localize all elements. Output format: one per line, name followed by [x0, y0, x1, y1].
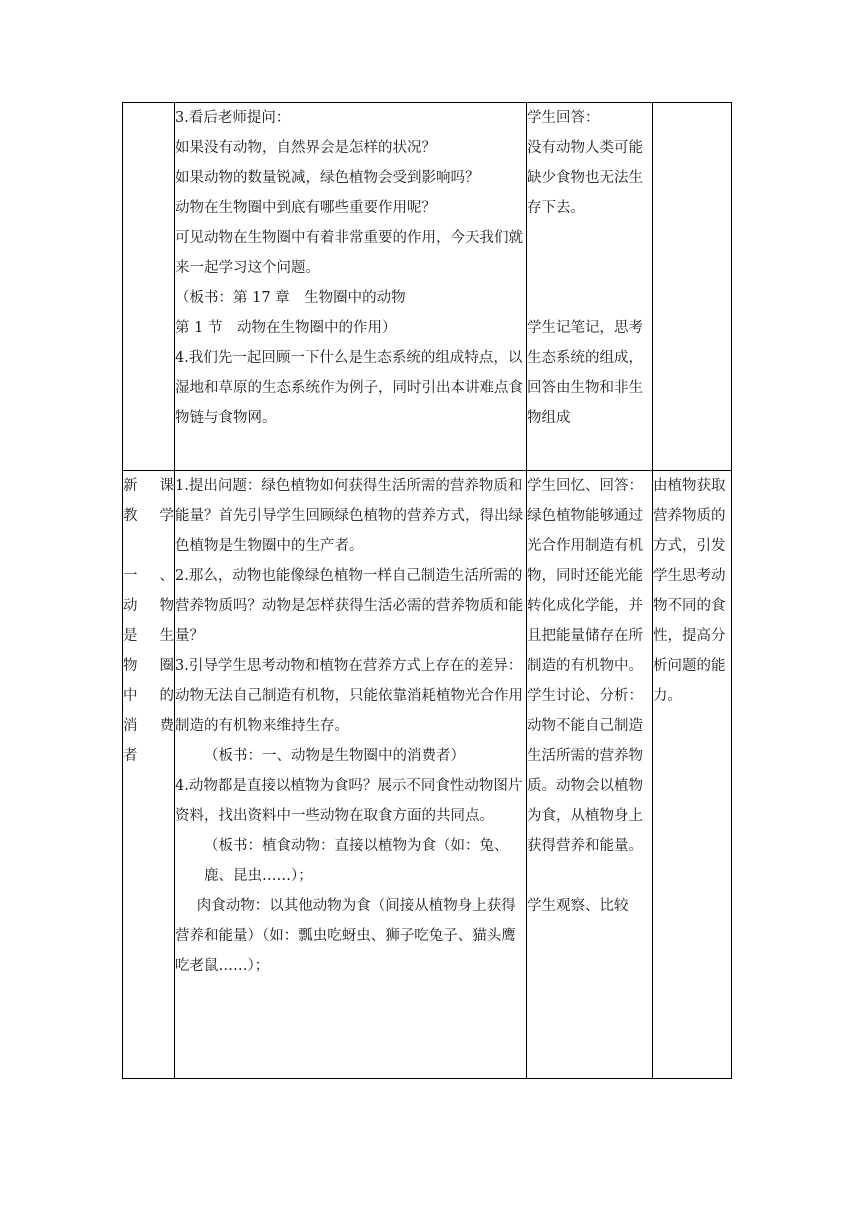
teacher-activity-cell [175, 103, 527, 471]
design-intent-cell [653, 103, 732, 471]
section-label: 一 、 [123, 568, 174, 584]
lesson-plan-table [122, 102, 732, 1079]
paragraph: 由植物获取营养物质的方式，引发学生思考动物不同的食性，提高分析问题的能力。 [653, 478, 726, 704]
paragraph: 学生记笔记，思考生态系统的组成，回答由生物和非生物组成 [527, 320, 643, 426]
table-row [123, 103, 732, 471]
section-label: 物 圈 [123, 658, 174, 674]
paragraph: 4.我们先一起回顾一下什么是生态系统的组成特点，以湿地和草原的生态系统作为例子，同时引出本讲难点食物链与食物网。 [175, 350, 523, 426]
teacher-activity-cell [175, 471, 527, 1079]
paragraph: 4.动物都是直接以植物为食吗？展示不同食性动物图片资料，找出资料中一些动物在取食方面的共同点。 [175, 778, 523, 824]
section-label: 动 物 [123, 598, 174, 614]
stage-cell [123, 471, 175, 1079]
paragraph: （板书：植食动物：直接以植物为食（如：兔、鹿、昆虫……）； [204, 838, 509, 884]
student-activity-cell [527, 103, 653, 471]
paragraph: 第 1 节 动物在生物圈中的作用） [175, 320, 397, 336]
paragraph: 肉食动物：以其他动物为食（间接从植物身上获得营养和能量）（如：瓢虫吃蚜虫、狮子吃兔子、猫头鹰吃老鼠……）； [175, 898, 516, 974]
paragraph: 学生回答： [527, 110, 600, 126]
section-label: 者 [123, 748, 138, 764]
paragraph: 学生讨论、分析：动物不能自己制造生活所需的营养物质。动物会以植物为食，从植物身上获得营养和能量。 [527, 688, 643, 854]
paragraph: 学生回忆、回答：绿色植物能够通过光合作用制造有机物，同时还能光能转化成化学能，并且把能量储存在所制造的有机物中。 [527, 478, 643, 674]
design-intent-cell [653, 471, 732, 1079]
paragraph: 没有动物人类可能缺少食物也无法生存下去。 [527, 140, 643, 216]
section-label: 是 生 [123, 628, 174, 644]
paragraph: 学生观察、比较 [527, 898, 629, 914]
paragraph: 可见动物在生物圈中有着非常重要的作用，今天我们就来一起学习这个问题。 [175, 230, 523, 276]
section-label: 中 的 [123, 688, 174, 704]
paragraph: 3.引导学生思考动物和植物在营养方式上存在的差异：动物无法自己制造有机物，只能依靠消耗植物光合作用制造的有机物来维持生存。 [175, 658, 523, 734]
paragraph: 3.看后老师提问： [175, 110, 291, 126]
student-activity-cell [527, 471, 653, 1079]
paragraph: 2.那么，动物也能像绿色植物一样自己制造生活所需的营养物质吗？动物是怎样获得生活必需的营养物质和能量？ [175, 568, 523, 644]
paragraph: （板书：一、动物是生物圈中的消费者） [204, 748, 465, 764]
paragraph: 如果没有动物，自然界会是怎样的状况？ [175, 140, 436, 156]
section-label: 消 费 [123, 718, 174, 734]
paragraph: 如果动物的数量锐减，绿色植物会受到影响吗？ [175, 170, 480, 186]
stage-label: 新 课 [123, 478, 174, 494]
stage-label: 教学 [123, 508, 174, 524]
paragraph: （板书：第 17 章 生物圈中的动物 [175, 290, 406, 306]
table-row [123, 471, 732, 1079]
paragraph: 1.提出问题：绿色植物如何获得生活所需的营养物质和能量？首先引导学生回顾绿色植物的营养方式，得出绿色植物是生物圈中的生产者。 [175, 478, 523, 554]
stage-cell [123, 103, 175, 471]
paragraph: 动物在生物圈中到底有哪些重要作用呢？ [175, 200, 436, 216]
